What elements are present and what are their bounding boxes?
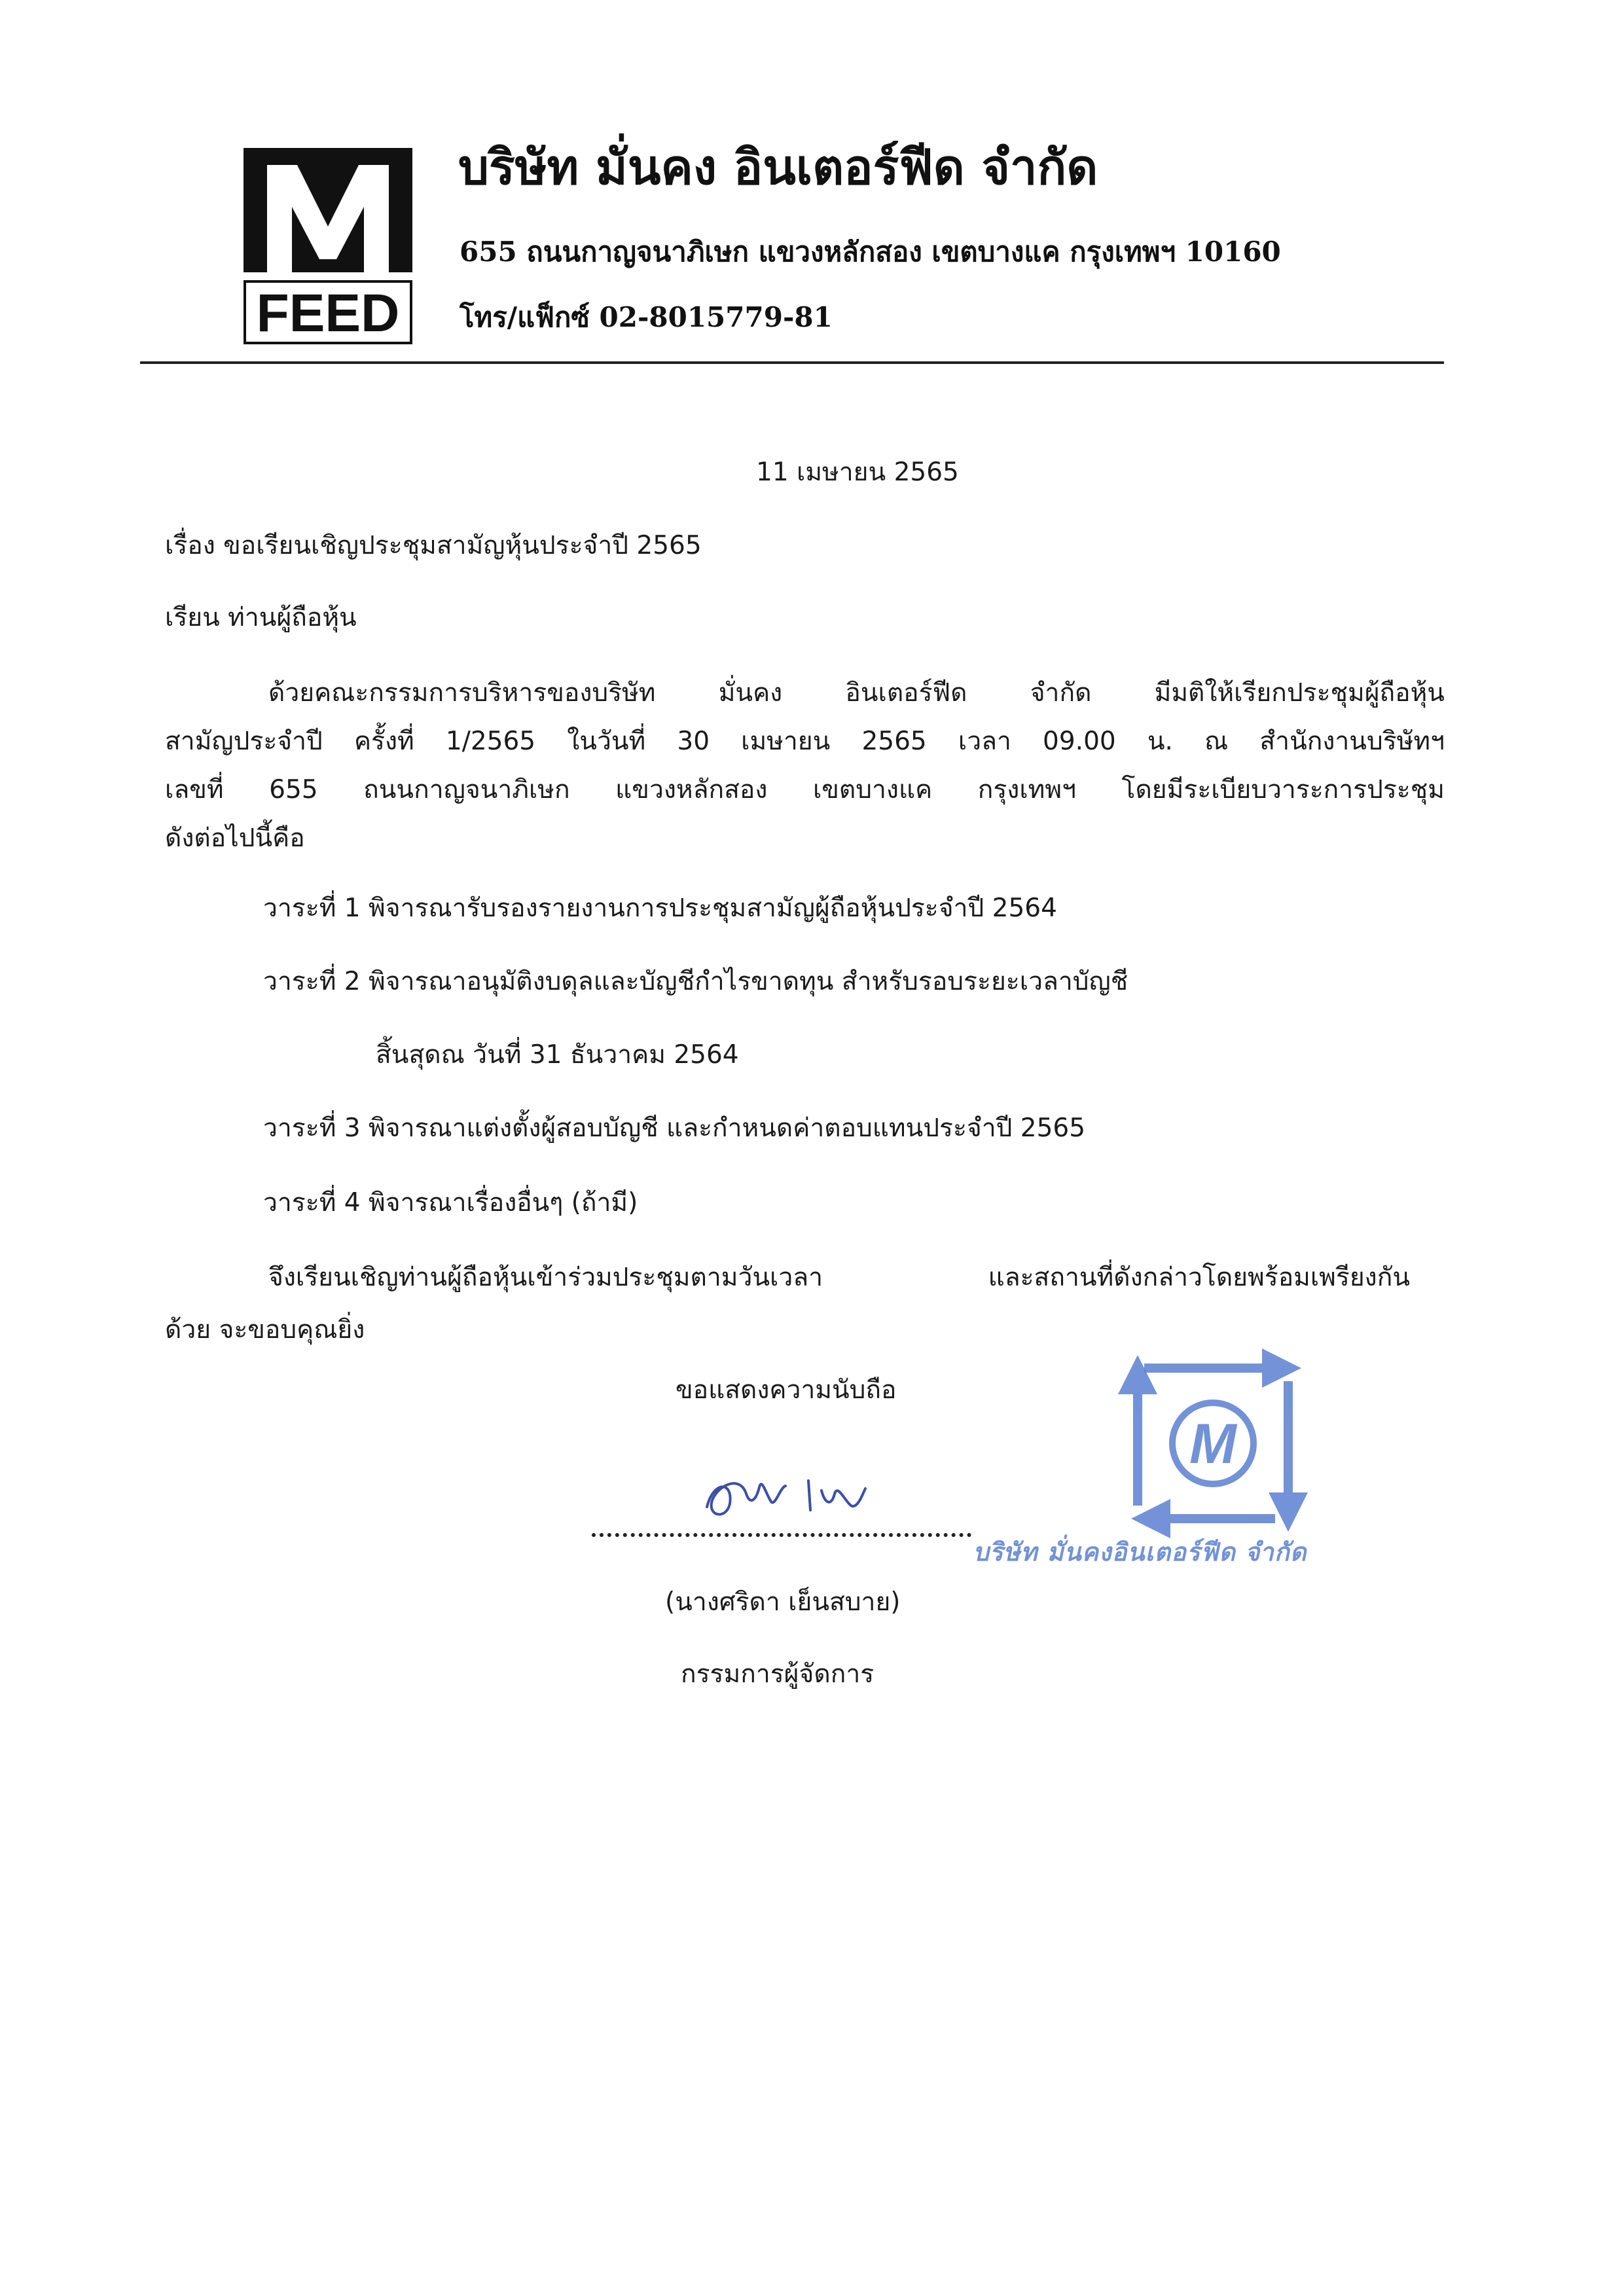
intro-word: จำกัด: [1030, 678, 1092, 708]
intro-word: ในวันที่: [567, 727, 646, 756]
company-name: บริษัท มั่นคง อินเตอร์ฟีด จำกัด: [458, 139, 1098, 196]
agenda-item-2-continued: สิ้นสุดณ วันที่ 31 ธันวาคม 2564: [376, 1040, 739, 1070]
company-seal-stamp: [1039, 1329, 1393, 1564]
logo-feed-text: FEED: [256, 283, 400, 343]
closing-regards: ขอแสดงความนับถือ: [676, 1375, 897, 1405]
intro-word: มีมติให้เรียกประชุมผู้ถือหุ้น: [1154, 678, 1445, 708]
signature-line: [592, 1533, 971, 1537]
intro-word: มั่นคง: [718, 678, 783, 708]
intro-word: โดยมีระเบียบวาระการประชุม: [1121, 775, 1445, 804]
intro-word: 655: [269, 775, 318, 804]
seal-letter: M: [1189, 1413, 1236, 1475]
intro-word: อินเตอร์ฟีด: [845, 678, 967, 708]
letter-salutation: เรียน ท่านผู้ถือหุ้น: [165, 603, 357, 632]
intro-word: 1/2565: [445, 727, 536, 756]
intro-word: น.: [1147, 727, 1173, 756]
intro-word: ณ: [1204, 727, 1229, 756]
intro-word: ด้วยคณะกรรมการบริหารของบริษัท: [268, 678, 656, 708]
closing-word: ด้วย จะขอบคุณยิ่ง: [165, 1315, 365, 1345]
intro-word: เลขที่: [165, 775, 224, 804]
letter-subject: เรื่อง ขอเรียนเชิญประชุมสามัญหุ้นประจำปี 2565: [165, 531, 702, 560]
intro-word: ถนนกาญจนาภิเษก: [363, 775, 570, 804]
company-logo: [244, 148, 412, 344]
handwritten-signature: [694, 1455, 890, 1527]
intro-word: 30: [677, 727, 710, 756]
intro-word: เวลา: [958, 727, 1011, 756]
intro-word: กรุงเทพฯ: [977, 775, 1076, 804]
signer-name: (นางศริดา เย็นสบาย): [665, 1587, 901, 1617]
closing-word: และสถานที่ดังกล่าวโดยพร้อมเพรียงกัน: [988, 1263, 1410, 1292]
intro-word: 09.00: [1043, 727, 1116, 756]
intro-word: สามัญประจำปี: [165, 727, 323, 756]
intro-word: ดังต่อไปนี้คือ: [165, 823, 305, 853]
intro-word: เขตบางแค: [812, 775, 933, 804]
intro-line-4: [165, 814, 1445, 863]
intro-word: แขวงหลักสอง: [615, 775, 768, 804]
intro-paragraph: [165, 669, 1445, 863]
intro-line-3: [165, 766, 1445, 814]
company-address: 655 ถนนกาญจนาภิเษก แขวงหลักสอง เขตบางแค กรุงเทพฯ 10160: [460, 236, 1281, 268]
closing-word: จึงเรียนเชิญท่านผู้ถือหุ้นเข้าร่วมประชุมตามวันเวลา: [268, 1263, 823, 1292]
agenda-item-4: วาระที่ 4 พิจารณาเรื่องอื่นๆ (ถ้ามี): [263, 1188, 638, 1218]
agenda-item-3: วาระที่ 3 พิจารณาแต่งตั้งผู้สอบบัญชี และกำหนดค่าตอบแทนประจำปี 2565: [263, 1113, 1086, 1143]
intro-word: สำนักงานบริษัทฯ: [1259, 727, 1445, 756]
agenda-item-1: วาระที่ 1 พิจารณารับรองรายงานการประชุมสามัญผู้ถือหุ้นประจำปี 2564: [263, 894, 1057, 923]
company-phone: โทร/แฟ็กซ์ 02-8015779-81: [460, 301, 833, 333]
letter-date: 11 เมษายน 2565: [756, 458, 959, 487]
signer-title: กรรมการผู้จัดการ: [681, 1659, 875, 1689]
agenda-item-2: วาระที่ 2 พิจารณาอนุมัติงบดุลและบัญชีกำไรขาดทุน สำหรับรอบระยะเวลาบัญชี: [263, 967, 1128, 996]
intro-line-1: [165, 669, 1445, 717]
intro-word: ครั้งที่: [353, 727, 414, 756]
intro-word: เมษายน: [741, 727, 831, 756]
intro-line-2: [165, 717, 1445, 766]
header-divider: [140, 361, 1444, 364]
seal-caption: บริษัท มั่นคงอินเตอร์ฟีด จำกัด: [972, 1538, 1312, 1566]
closing-line-1: [165, 1252, 1410, 1304]
intro-word: 2565: [861, 727, 927, 756]
